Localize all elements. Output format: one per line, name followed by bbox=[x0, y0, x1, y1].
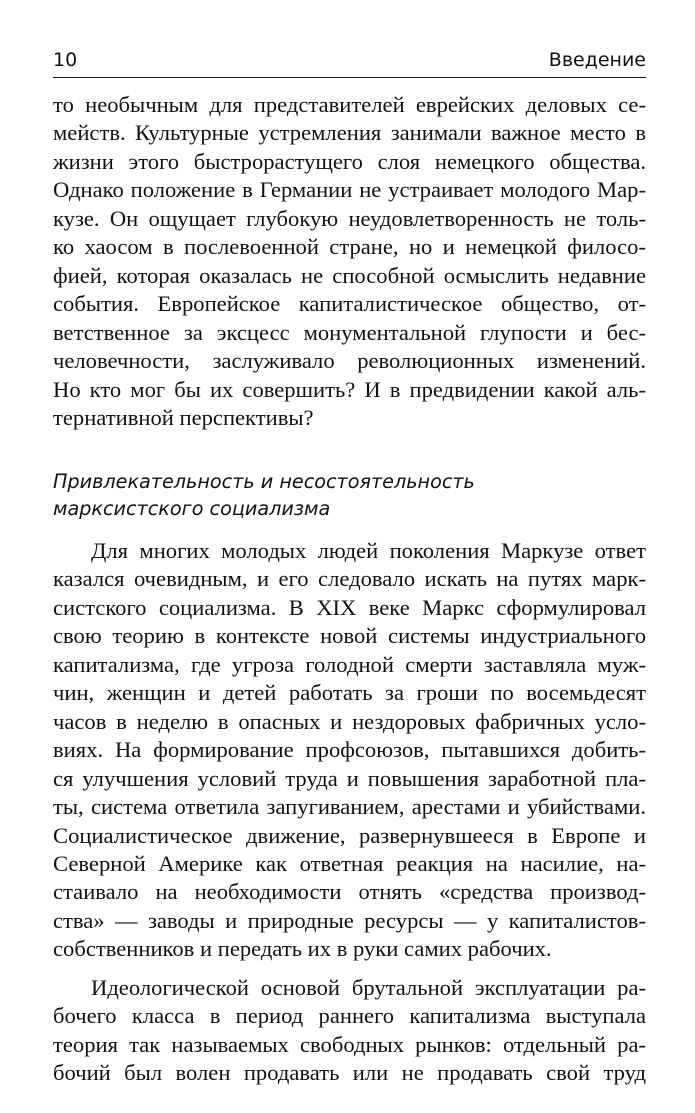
section-heading bbox=[53, 468, 646, 522]
paragraph-1 bbox=[53, 91, 646, 432]
text-line: свою теорию в контексте новой системы индустриального bbox=[53, 623, 646, 649]
text-line: жизни этого быстрорастущего слоя немецкого общества. bbox=[53, 148, 646, 174]
header-rule bbox=[53, 77, 646, 78]
text-line: Для многих молодых людей поколения Маркузе ответ bbox=[91, 538, 646, 563]
text-line: ветственное за эксцесс монументальной глупости и бес- bbox=[53, 319, 646, 345]
text-line: фией, которая оказалась не способной осмыслить недавние bbox=[53, 262, 646, 288]
paragraph-3 bbox=[53, 974, 646, 1088]
text-line: тернативной перспективы? bbox=[53, 404, 314, 430]
text-line: мейств. Культурные устремления занимали важное место в bbox=[53, 120, 646, 146]
text-line: стаивало на необходимости отнять «средства производ- bbox=[53, 879, 646, 905]
paragraph-2 bbox=[53, 537, 646, 964]
text-line: чин, женщин и детей работать за гроши по восемьдесят bbox=[53, 680, 646, 706]
text-line: бочий был волен продавать или не продавать свой труд bbox=[53, 1060, 646, 1086]
text-line: казался очевидным, и его следовало искать на путях марк- bbox=[53, 566, 646, 592]
text-line: Однако положение в Германии не устраивает молодого Мар- bbox=[53, 177, 646, 203]
text-line: капитализма, где угроза голодной смерти заставляла муж- bbox=[53, 651, 646, 677]
section-title: Введение bbox=[548, 49, 646, 71]
text-line: ся улучшения условий труда и повышения заработной пла- bbox=[53, 765, 646, 791]
text-line: ко хаосом в послевоенной стране, но и немецкой филосо- bbox=[53, 234, 646, 260]
text-line: человечности, заслуживало революционных изменений. bbox=[53, 348, 646, 374]
paragraph-gap bbox=[53, 964, 646, 974]
heading-line: марксистского социализма bbox=[53, 497, 331, 520]
heading-line: Привлекательность и несостоятельность bbox=[53, 470, 475, 493]
text-line: Социалистическое движение, развернувшееся в Европе и bbox=[53, 822, 646, 848]
page-number: 10 bbox=[53, 49, 78, 71]
text-line: Северной Америке как ответная реакция на насилие, на- bbox=[53, 850, 646, 876]
text-line: бочего класса в период раннего капитализма выступала bbox=[53, 1003, 646, 1029]
text-line: собственников и передать их в руки самих рабочих. bbox=[53, 936, 552, 962]
text-line: Идеологической основой брутальной эксплуатации ра- bbox=[91, 974, 646, 1000]
text-line: часов в неделю в опасных и нездоровых фабричных усло- bbox=[53, 708, 646, 734]
text-line: теория так называемых свободных рынков: отдельный ра- bbox=[53, 1031, 646, 1057]
text-line: виях. На формирование профсоюзов, пытавшихся добить- bbox=[53, 737, 646, 763]
body-paragraphs bbox=[53, 537, 646, 1088]
text-line: кузе. Он ощущает глубокую неудовлетворенность не толь- bbox=[53, 205, 646, 231]
text-line: события. Европейское капиталистическое общество, от- bbox=[53, 291, 646, 317]
text-line: Но кто мог бы их совершить? И в предвидении какой аль- bbox=[53, 376, 646, 402]
running-header bbox=[53, 46, 646, 76]
text-line: то необычным для представителей еврейских деловых се- bbox=[53, 92, 646, 117]
text-line: систского социализма. В XIX веке Маркс сформулировал bbox=[53, 594, 646, 620]
text-line: ства» — заводы и природные ресурсы — у капиталистов- bbox=[53, 907, 646, 933]
text-line: ты, система ответила запугиванием, арестами и убийствами. bbox=[53, 794, 646, 820]
